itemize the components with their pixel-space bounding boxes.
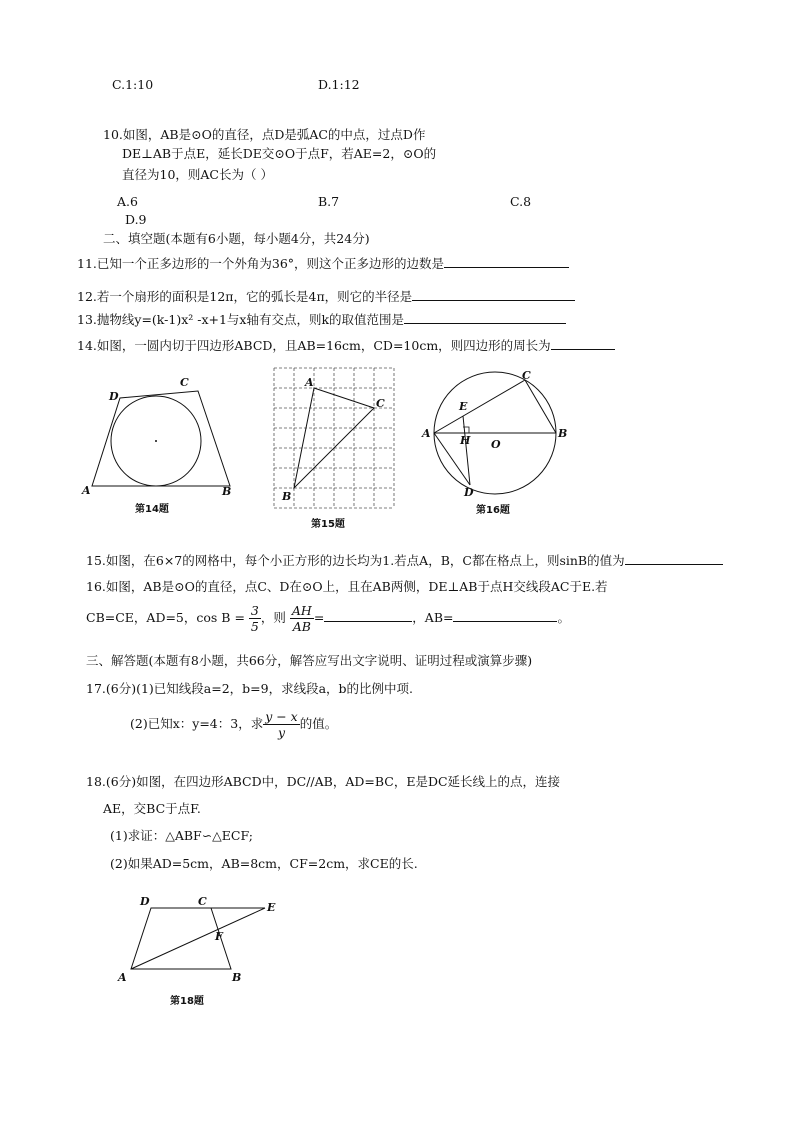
figure-16 [418,368,573,498]
fig14-label-a: A [82,484,91,497]
fig16-label-o: O [491,438,501,451]
fig16-label-b: B [558,427,568,440]
q16-cos-fraction [249,603,261,634]
q9-option-d: D.1:12 [318,77,360,92]
q16-eq: = [313,610,325,625]
fig18-label-c: C [198,895,207,908]
fig16-label-e: E [459,400,468,413]
q17-line2 [130,707,337,741]
q14-answer-blank[interactable] [551,336,615,350]
figure-14 [80,372,245,502]
q16-ab: ，AB= [412,610,454,625]
q11 [77,254,569,272]
q9-option-c: C.1:10 [112,77,154,92]
q17-prefix: (2)已知x：y=4：3，求 [130,716,264,731]
q11-text: 11.已知一个正多边形的一个外角为36°，则这个正多边形的边数是 [77,256,445,271]
q16-line2 [86,601,570,635]
q16-cos-num: 3 [250,603,259,618]
q18-line3: (1)求证：△ABF∽△ECF; [110,828,253,843]
q16-frac-den: AB [292,619,311,634]
fig18-label-f: F [215,930,223,943]
q17-line1: 17.(6分)(1)已知线段a=2，b=9，求线段a，b的比例中项. [86,681,414,696]
q18-line2: AE，交BC于点F. [103,801,201,816]
fig15-label-a: A [305,376,314,389]
q10-line2: DE⊥AB于点E，延长DE交⊙O于点F，若AE=2，⊙O的 [122,146,437,161]
fig14-caption: 第14题 [135,504,169,515]
q14 [77,336,615,354]
q16-then: ，则 [260,610,286,625]
q18-line4: (2)如果AD=5cm，AB=8cm，CF=2cm，求CE的长. [110,856,418,871]
fig14-label-b: B [222,485,232,498]
fig15-label-c: C [376,397,385,410]
q10-option-a: A.6 [117,194,138,209]
q18-line1: 18.(6分)如图，在四边形ABCD中，DC//AB，AD=BC，E是DC延长线上的点，连接 [86,774,561,789]
q13 [77,310,566,328]
fig16-label-c: C [522,369,531,382]
q10-option-c: C.8 [510,194,532,209]
fig15-label-b: B [282,490,292,503]
q15-answer-blank[interactable] [625,551,723,565]
fig18-caption: 第18题 [170,996,204,1007]
fig16-caption: 第16题 [476,505,510,516]
q10-option-d: D.9 [125,212,147,227]
fig16-label-h: H [460,434,471,447]
q16-end: 。 [557,610,570,625]
q16-frac-num: AH [291,603,312,618]
q12-answer-blank[interactable] [412,287,575,301]
figure-18 [110,893,285,988]
q13-text: 13.抛物线y=(k-1)x² -x+1与x轴有交点，则k的取值范围是 [77,312,405,327]
q12-text: 12.若一个扇形的面积是12π，它的弧长是4π，则它的半径是 [77,289,413,304]
q16-ratio-fraction [290,603,314,634]
q17-fraction [263,709,300,740]
q17-suffix: 的值。 [299,716,338,731]
section2-heading: 二、填空题(本题有6小题，每小题4分，共24分) [103,231,370,246]
fig18-label-a: A [118,971,127,984]
q13-answer-blank[interactable] [404,310,566,324]
fig14-label-d: D [109,390,119,403]
q10-line3: 直径为10，则AC长为（ ） [122,167,273,182]
fig18-label-d: D [140,895,150,908]
q16-answer-blank-1[interactable] [324,608,412,622]
q15 [86,551,723,569]
figure-15 [272,366,398,512]
q17-frac-num: y − x [265,709,298,724]
q10-line1: 10.如图，AB是⊙O的直径，点D是弧AC的中点，过点D作 [103,127,426,142]
q15-text: 15.如图，在6×7的网格中，每个小正方形的边长均为1.若点A，B，C都在格点上，则sinB的值为 [86,553,625,568]
q16-line1: 16.如图，AB是⊙O的直径，点C、D在⊙O上，且在AB两侧，DE⊥AB于点H交线段AC于E.若 [86,579,608,594]
q14-text: 14.如图，一圆内切于四边形ABCD，且AB=16cm，CD=10cm，则四边形的周长为 [77,338,551,353]
q16-prefix: CB=CE，AD=5，cos B = [86,610,245,625]
fig16-label-a: A [422,427,431,440]
fig16-label-d: D [464,486,474,498]
q11-answer-blank[interactable] [444,254,569,268]
q12 [77,287,575,305]
q16-cos-den: 5 [250,619,259,634]
fig18-label-b: B [232,971,242,984]
fig15-caption: 第15题 [311,519,345,530]
fig18-label-e: E [267,901,276,914]
fig14-label-c: C [180,376,189,389]
section3-heading: 三、解答题(本题有8小题，共66分，解答应写出文字说明、证明过程或演算步骤) [86,653,533,668]
q17-frac-den: y [277,725,285,740]
q10-option-b: B.7 [318,194,340,209]
q16-answer-blank-2[interactable] [453,608,557,622]
